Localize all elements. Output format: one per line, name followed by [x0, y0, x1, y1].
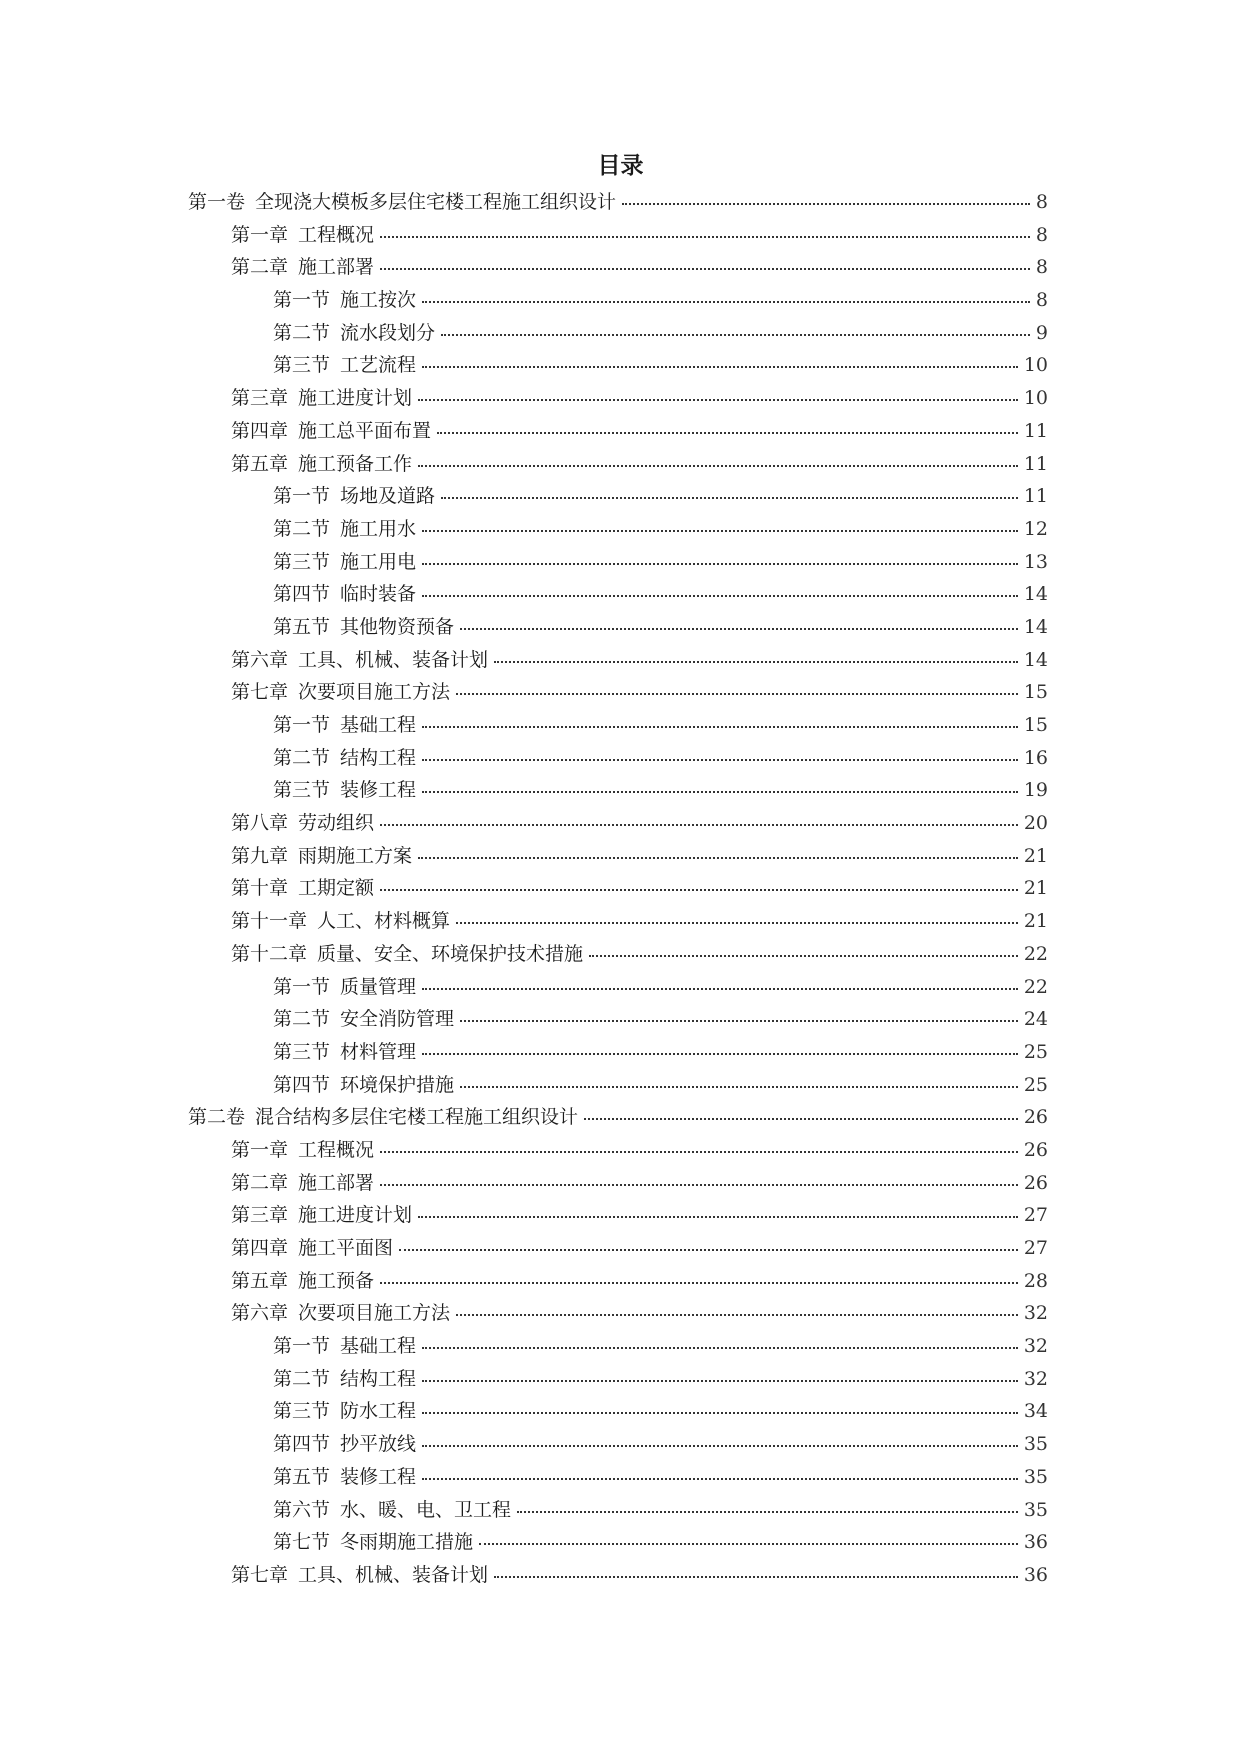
toc-entry-text: 全现浇大模板多层住宅楼工程施工组织设计 [255, 191, 617, 213]
toc-section-entry[interactable] [188, 1494, 1048, 1527]
toc-page-number: 36 [1023, 1563, 1048, 1586]
toc-entry-number: 第三节 [273, 779, 331, 802]
toc-entry-number: 第二卷 [188, 1106, 246, 1129]
toc-entry-label [231, 415, 431, 448]
toc-entry-text: 工程概况 [298, 223, 375, 246]
toc-entry-text: 次要项目施工方法 [298, 1302, 451, 1325]
toc-entry-label [231, 807, 374, 840]
toc-dot-leader [422, 1052, 1018, 1055]
toc-page-number: 27 [1023, 1237, 1048, 1259]
toc-entry-label [231, 1134, 374, 1167]
toc-entry-number: 第五节 [273, 615, 331, 638]
toc-entry-text: 施工按次 [340, 289, 417, 312]
toc-section-entry[interactable] [188, 317, 1048, 350]
toc-page-number: 22 [1023, 942, 1048, 965]
toc-dot-leader [380, 823, 1018, 826]
toc-dot-leader [517, 1510, 1018, 1513]
toc-entry-text: 工程概况 [298, 1138, 375, 1161]
toc-entry-number: 第一节 [273, 1335, 331, 1358]
toc-entry-number: 第九章 [231, 844, 289, 867]
toc-dot-leader [479, 1542, 1018, 1545]
table-of-contents [188, 186, 1048, 1592]
toc-section-entry[interactable] [188, 284, 1048, 317]
toc-dot-leader [422, 1411, 1018, 1414]
toc-dot-leader [422, 758, 1018, 761]
toc-entry-number: 第四节 [273, 1073, 331, 1096]
toc-section-entry[interactable] [188, 1363, 1048, 1396]
toc-entry-text: 人工、材料概算 [317, 910, 451, 933]
toc-page-number: 22 [1023, 975, 1048, 998]
toc-dot-leader [380, 1150, 1018, 1153]
toc-entry-label [273, 1036, 416, 1069]
toc-entry-number: 第六节 [273, 1498, 331, 1521]
toc-entry-text: 劳动组织 [298, 812, 375, 835]
toc-entry-label [231, 251, 374, 284]
toc-entry-text: 工艺流程 [340, 354, 417, 377]
toc-entry-label [273, 1003, 454, 1036]
toc-entry-label [273, 1395, 416, 1428]
toc-entry-number: 第十章 [231, 877, 289, 900]
toc-entry-number: 第七节 [273, 1531, 331, 1554]
toc-entry-label [273, 742, 416, 775]
toc-section-entry[interactable] [188, 971, 1048, 1004]
toc-page-number: 16 [1023, 746, 1048, 769]
toc-entry-label [273, 578, 416, 611]
toc-page-number: 13 [1023, 550, 1048, 573]
toc-page-number: 26 [1023, 1106, 1048, 1129]
toc-section-entry[interactable] [188, 709, 1048, 742]
toc-entry-label [231, 1559, 488, 1592]
toc-entry-label [273, 611, 454, 644]
toc-chapter-entry[interactable] [188, 415, 1048, 448]
toc-entry-label [273, 774, 416, 807]
toc-page-number: 34 [1023, 1400, 1048, 1423]
toc-dot-leader [422, 1477, 1018, 1480]
toc-page-number: 25 [1023, 1073, 1048, 1096]
toc-page-number: 35 [1023, 1498, 1048, 1521]
toc-section-entry[interactable] [188, 1428, 1048, 1461]
toc-dot-leader [380, 235, 1030, 238]
toc-entry-label [231, 448, 412, 481]
toc-entry-label [273, 1526, 473, 1559]
toc-entry-number: 第四节 [273, 1433, 331, 1456]
toc-entry-text: 防水工程 [340, 1400, 417, 1423]
toc-chapter-entry[interactable] [188, 676, 1048, 709]
toc-entry-number: 第一章 [231, 223, 289, 246]
toc-page-number: 8 [1035, 223, 1048, 246]
toc-entry-number: 第四章 [231, 419, 289, 442]
toc-page-number: 9 [1035, 321, 1048, 344]
toc-page-number: 21 [1023, 844, 1048, 867]
toc-dot-leader [494, 1575, 1018, 1578]
toc-page-number: 26 [1023, 1171, 1048, 1194]
toc-entry-number: 第二节 [273, 746, 331, 769]
toc-dot-leader [418, 1215, 1018, 1218]
toc-entry-number: 第二章 [231, 1171, 289, 1194]
toc-entry-label [273, 1069, 454, 1102]
toc-entry-text: 安全消防管理 [340, 1008, 455, 1031]
toc-entry-text: 施工部署 [298, 1171, 375, 1194]
toc-entry-text: 临时装备 [340, 583, 417, 606]
toc-dot-leader [422, 1346, 1018, 1349]
toc-entry-number: 第二节 [273, 1008, 331, 1031]
toc-entry-number: 第六章 [231, 1302, 289, 1325]
toc-dot-leader [422, 1444, 1018, 1447]
toc-entry-text: 工期定额 [298, 877, 375, 900]
toc-page-number: 36 [1023, 1531, 1048, 1554]
toc-dot-leader [418, 398, 1018, 401]
toc-section-entry[interactable] [188, 1526, 1048, 1559]
toc-chapter-entry[interactable] [188, 1297, 1048, 1330]
toc-entry-label [273, 349, 416, 382]
toc-chapter-entry[interactable] [188, 1134, 1048, 1167]
toc-entry-text: 环境保护措施 [340, 1073, 455, 1096]
toc-section-entry[interactable] [188, 513, 1048, 546]
toc-page-number: 14 [1023, 615, 1048, 638]
toc-volume-entry[interactable] [188, 186, 1048, 219]
toc-section-entry[interactable] [188, 546, 1048, 579]
toc-dot-leader [422, 1379, 1018, 1382]
toc-section-entry[interactable] [188, 349, 1048, 382]
toc-dot-leader [399, 1248, 1018, 1251]
toc-entry-text: 施工预备工作 [298, 452, 413, 475]
toc-entry-text: 其他物资预备 [340, 615, 455, 638]
toc-chapter-entry[interactable] [188, 1265, 1048, 1298]
toc-entry-text: 抄平放线 [340, 1433, 417, 1456]
toc-entry-text: 装修工程 [340, 779, 417, 802]
toc-page-number: 35 [1023, 1433, 1048, 1456]
toc-entry-number: 第三节 [273, 550, 331, 573]
toc-dot-leader [422, 529, 1018, 532]
toc-title: 目录 [597, 153, 644, 179]
toc-entry-number: 第二节 [273, 1367, 331, 1390]
toc-entry-number: 第四节 [273, 583, 331, 606]
toc-chapter-entry[interactable] [188, 807, 1048, 840]
toc-entry-text: 场地及道路 [340, 485, 436, 508]
toc-entry-text: 工具、机械、装备计划 [298, 1563, 489, 1586]
toc-entry-text: 基础工程 [340, 1335, 417, 1358]
toc-page-number: 32 [1023, 1302, 1048, 1325]
toc-entry-label [231, 382, 412, 415]
toc-page-number: 8 [1035, 289, 1048, 312]
toc-entry-text: 次要项目施工方法 [298, 681, 451, 704]
toc-entry-text: 施工总平面布置 [298, 419, 432, 442]
toc-entry-label [231, 905, 450, 938]
toc-dot-leader [380, 1183, 1018, 1186]
toc-page-number: 32 [1023, 1335, 1048, 1358]
toc-chapter-entry[interactable] [188, 905, 1048, 938]
toc-chapter-entry[interactable] [188, 219, 1048, 252]
toc-chapter-entry[interactable] [188, 1167, 1048, 1200]
toc-page-number: 25 [1023, 1040, 1048, 1063]
toc-dot-leader [460, 1019, 1018, 1022]
toc-entry-label [273, 709, 416, 742]
toc-entry-text: 施工平面图 [298, 1237, 394, 1259]
toc-dot-leader [441, 496, 1018, 499]
toc-chapter-entry[interactable] [188, 1232, 1048, 1265]
toc-section-entry[interactable] [188, 1069, 1048, 1102]
toc-chapter-entry[interactable] [188, 1199, 1048, 1232]
toc-section-entry[interactable] [188, 480, 1048, 513]
toc-entry-label [273, 971, 416, 1004]
toc-page-number: 10 [1023, 387, 1048, 410]
toc-entry-label [273, 480, 435, 513]
toc-dot-leader [422, 725, 1018, 728]
toc-section-entry[interactable] [188, 1395, 1048, 1428]
toc-dot-leader [456, 692, 1018, 695]
toc-entry-text: 冬雨期施工措施 [340, 1531, 474, 1554]
toc-entry-label [273, 317, 435, 350]
toc-entry-number: 第七章 [231, 681, 289, 704]
toc-entry-text: 混合结构多层住宅楼工程施工组织设计 [255, 1106, 579, 1129]
toc-chapter-entry[interactable] [188, 382, 1048, 415]
toc-entry-number: 第七章 [231, 1563, 289, 1586]
toc-page-number: 12 [1023, 517, 1048, 540]
toc-entry-label [188, 186, 616, 219]
toc-entry-number: 第二节 [273, 517, 331, 540]
toc-entry-number: 第五章 [231, 1269, 289, 1292]
toc-dot-leader [380, 267, 1030, 270]
toc-entry-text: 工具、机械、装备计划 [298, 648, 489, 671]
toc-dot-leader [422, 987, 1018, 990]
toc-section-entry[interactable] [188, 742, 1048, 775]
toc-entry-label [273, 1428, 416, 1461]
toc-page-number: 15 [1023, 681, 1048, 704]
toc-entry-label [231, 644, 488, 677]
toc-entry-text: 雨期施工方案 [298, 844, 413, 867]
toc-chapter-entry[interactable] [188, 251, 1048, 284]
toc-entry-label [273, 1363, 416, 1396]
toc-entry-label [231, 1265, 374, 1298]
toc-entry-number: 第十二章 [231, 942, 308, 965]
toc-section-entry[interactable] [188, 1461, 1048, 1494]
toc-entry-text: 结构工程 [340, 1367, 417, 1390]
toc-entry-label [231, 1167, 374, 1200]
toc-section-entry[interactable] [188, 1003, 1048, 1036]
toc-entry-number: 第四章 [231, 1237, 289, 1259]
toc-page-number: 32 [1023, 1367, 1048, 1390]
toc-chapter-entry[interactable] [188, 1559, 1048, 1592]
toc-dot-leader [380, 1281, 1018, 1284]
toc-entry-label [188, 1101, 578, 1134]
toc-page-number: 21 [1023, 910, 1048, 933]
toc-dot-leader [494, 660, 1018, 663]
toc-dot-leader [441, 333, 1030, 336]
toc-entry-label [273, 1461, 416, 1494]
toc-dot-leader [460, 627, 1018, 630]
toc-page-number: 27 [1023, 1204, 1048, 1227]
toc-entry-text: 水、暖、电、卫工程 [340, 1498, 512, 1521]
toc-entry-text: 施工用水 [340, 517, 417, 540]
toc-entry-number: 第二章 [231, 256, 289, 279]
toc-page-number: 11 [1023, 419, 1048, 442]
toc-page-number: 24 [1023, 1008, 1048, 1031]
toc-dot-leader [422, 365, 1018, 368]
toc-entry-text: 基础工程 [340, 714, 417, 736]
toc-section-entry[interactable] [188, 1330, 1048, 1363]
toc-entry-number: 第五节 [273, 1465, 331, 1488]
toc-entry-text: 施工部署 [298, 256, 375, 279]
toc-entry-number: 第一节 [273, 975, 331, 998]
toc-page-number: 35 [1023, 1465, 1048, 1488]
toc-page-number: 8 [1035, 191, 1048, 213]
toc-dot-leader [422, 594, 1018, 597]
toc-entry-text: 材料管理 [340, 1040, 417, 1063]
toc-dot-leader [418, 856, 1018, 859]
toc-entry-label [273, 1494, 511, 1527]
toc-dot-leader [380, 888, 1018, 891]
toc-page-number: 28 [1023, 1269, 1048, 1292]
toc-entry-number: 第三章 [231, 387, 289, 410]
toc-section-entry[interactable] [188, 774, 1048, 807]
toc-dot-leader [437, 431, 1018, 434]
toc-entry-number: 第二节 [273, 321, 331, 344]
toc-entry-number: 第三节 [273, 354, 331, 377]
toc-page-number: 11 [1023, 452, 1048, 475]
toc-dot-leader [622, 202, 1030, 205]
toc-entry-number: 第一节 [273, 485, 331, 508]
toc-entry-label [231, 1297, 450, 1330]
toc-dot-leader [584, 1117, 1018, 1120]
toc-dot-leader [422, 790, 1018, 793]
toc-section-entry[interactable] [188, 611, 1048, 644]
toc-page-number: 21 [1023, 877, 1048, 900]
toc-entry-label [273, 1330, 416, 1363]
toc-entry-number: 第六章 [231, 648, 289, 671]
toc-chapter-entry[interactable] [188, 644, 1048, 677]
toc-entry-number: 第一章 [231, 1138, 289, 1161]
toc-dot-leader [418, 464, 1018, 467]
toc-entry-number: 第一节 [273, 289, 331, 312]
toc-entry-label [273, 284, 416, 317]
toc-entry-label [273, 546, 416, 579]
toc-page-number: 14 [1023, 648, 1048, 671]
toc-page-number: 26 [1023, 1138, 1048, 1161]
toc-volume-entry[interactable] [188, 1101, 1048, 1134]
toc-chapter-entry[interactable] [188, 872, 1048, 905]
toc-dot-leader [422, 562, 1018, 565]
toc-entry-number: 第三节 [273, 1040, 331, 1063]
toc-entry-number: 第十一章 [231, 910, 308, 933]
toc-entry-number: 第五章 [231, 452, 289, 475]
toc-chapter-entry[interactable] [188, 840, 1048, 873]
toc-entry-text: 质量管理 [340, 975, 417, 998]
toc-section-entry[interactable] [188, 578, 1048, 611]
toc-page-number: 20 [1023, 812, 1048, 835]
toc-entry-label [231, 676, 450, 709]
toc-entry-text: 结构工程 [340, 746, 417, 769]
toc-entry-number: 第三章 [231, 1204, 289, 1227]
toc-chapter-entry[interactable] [188, 938, 1048, 971]
toc-page-number: 11 [1023, 485, 1048, 508]
toc-dot-leader [589, 954, 1018, 957]
toc-page-number: 19 [1023, 779, 1048, 802]
toc-entry-number: 第三节 [273, 1400, 331, 1423]
toc-page-number: 15 [1023, 714, 1048, 736]
toc-entry-label [231, 1232, 393, 1265]
toc-entry-text: 施工进度计划 [298, 1204, 413, 1227]
toc-chapter-entry[interactable] [188, 448, 1048, 481]
toc-entry-text: 装修工程 [340, 1465, 417, 1488]
toc-entry-label [231, 938, 583, 971]
toc-page-number: 14 [1023, 583, 1048, 606]
toc-dot-leader [456, 1313, 1018, 1316]
toc-entry-text: 质量、安全、环境保护技术措施 [317, 942, 584, 965]
toc-section-entry[interactable] [188, 1036, 1048, 1069]
toc-dot-leader [460, 1085, 1018, 1088]
toc-entry-number: 第八章 [231, 812, 289, 835]
toc-entry-label [231, 872, 374, 905]
toc-entry-text: 施工进度计划 [298, 387, 413, 410]
toc-entry-number: 第一节 [273, 714, 331, 736]
toc-entry-label [231, 219, 374, 252]
toc-page-number: 10 [1023, 354, 1048, 377]
toc-entry-label [273, 513, 416, 546]
toc-dot-leader [456, 921, 1018, 924]
toc-entry-text: 施工预备 [298, 1269, 375, 1292]
toc-entry-text: 流水段划分 [340, 321, 436, 344]
toc-entry-number: 第一卷 [188, 191, 246, 213]
toc-entry-label [231, 840, 412, 873]
toc-page-number: 8 [1035, 256, 1048, 279]
toc-entry-text: 施工用电 [340, 550, 417, 573]
toc-dot-leader [422, 300, 1030, 303]
toc-entry-label [231, 1199, 412, 1232]
